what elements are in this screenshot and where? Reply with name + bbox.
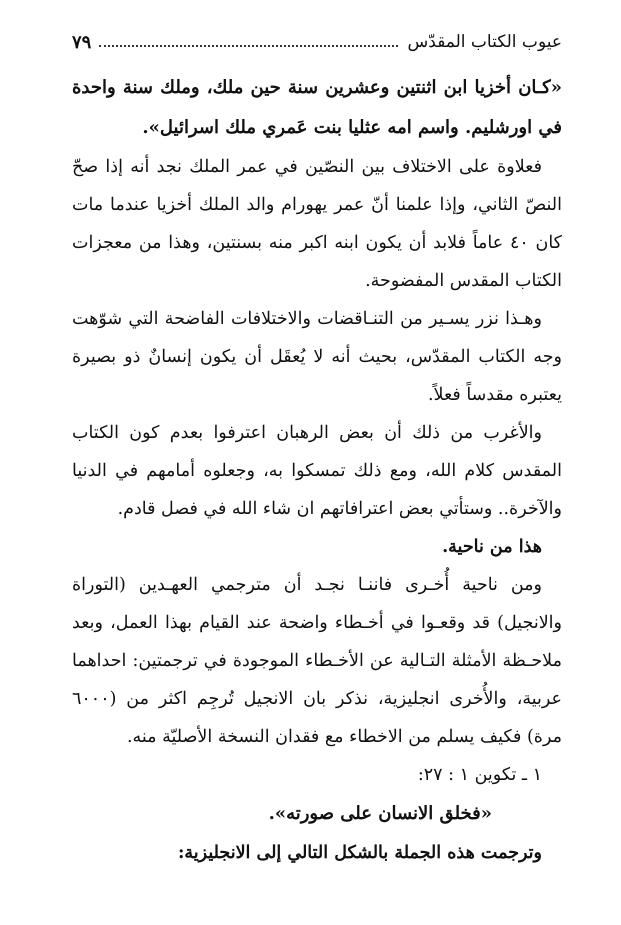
quote-ahaziah: «كـان أخزيا ابن اثنتين وعشرين سنة حين ملك، وملك سنة واحدة في اورشليم. واسم امه عثليا بنت عَمري ملك اسرائيل». <box>72 77 562 138</box>
paragraph-contradictions: وهـذا نزر يسـير من التنـاقضات والاختلافات الفاضحة التي شوّهت وجه الكتاب المقدّس، بحيث أنه لا يُعقَل أن يكون إنسانٌ ذو بصيرة يعتبره مقدساً فعلاً. <box>72 309 562 405</box>
running-head <box>72 26 562 58</box>
reference-genesis: ١ ـ تكوين ١ : ٢٧: <box>417 765 542 785</box>
paragraph-translation-errors: ومن ناحية أُخـرى فاننـا نجـد أن مترجمي العهـدين (التوراة والانجيل) قد وقعـوا في أخـطاء واضحة عند القيام بهذا العمل، وبعد ملاحـظة الأمثلة التـالية عن الأخـطاء الموجودة في ترجمتين: احداهما عربية، والأُخرى انجليزية، نذكر بان الانجيل تُرجِم اكثر من (٦٠٠٠ مرة) فكيف يسلم من الاخطاء مع فقدان النسخة الأصليّة منه. <box>72 575 562 747</box>
paragraph-english-translation: وترجمت هذه الجملة بالشكل التالي إلى الانجليزية: <box>177 843 542 863</box>
paragraph-monks-confession: والأغرب من ذلك أن بعض الرهبان اعترفوا بعدم كون الكتاب المقدس كلام الله، ومع ذلك تمسكوا به، وجعلوه أمامهم في الدنيا والآخرة.. وستأتي بعض اعترافاتهم ان شاء الله في فصل قادم. <box>72 423 562 519</box>
paragraph-age-contradiction: فعلاوة على الاختلاف بين النصّين في عمر الملك نجد أنه إذا صحّ النصّ الثاني، وإذا علمنا أنّ عمر يهورام والد الملك أخزيا عندما مات كان ٤٠ عاماً فلابد أن يكون ابنه اكبر منه بسنتين، وهذا من معجزات الكتاب المقدس المفضوحة. <box>72 157 562 291</box>
dotted-leader <box>99 45 397 47</box>
running-head-title: عيوب الكتاب المقدّس <box>407 32 562 52</box>
quote-genesis: «فخلق الانسان على صورته». <box>268 803 492 824</box>
book-page <box>72 26 562 872</box>
paragraph-one-side: هذا من ناحية. <box>442 537 542 557</box>
page-number: ٧٩ <box>72 31 92 53</box>
